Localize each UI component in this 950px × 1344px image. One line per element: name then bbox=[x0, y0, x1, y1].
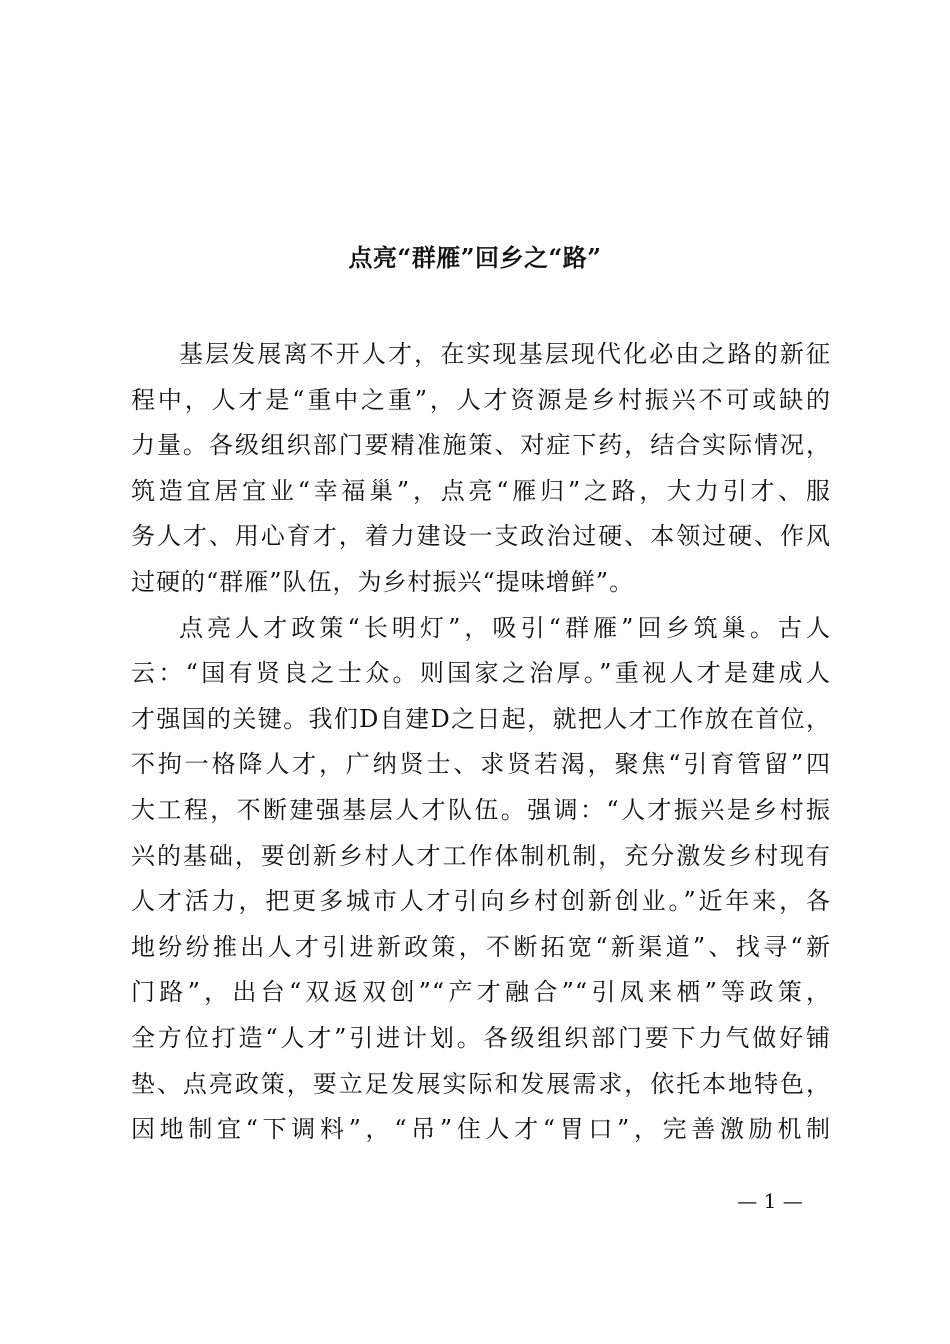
paragraph-2-line: 门路”，出台“双返双创”“产才融合”“引凤来栖”等政策， bbox=[131, 978, 831, 1007]
paragraph-1-line: 筑造宜居宜业“幸福巢”，点亮“雁归”之路，大力引才、服 bbox=[131, 476, 831, 505]
paragraph-2-line: 大工程，不断建强基层人才队伍。强调：“人才振兴是乡村振 bbox=[131, 795, 831, 824]
paragraph-2-line: 人才活力，把更多城市人才引向乡村创新创业。”近年来，各 bbox=[131, 887, 831, 916]
paragraph-1-line: 力量。各级组织部门要精准施策、对症下药，结合实际情况， bbox=[131, 431, 831, 460]
paragraph-1-line: 务人才、用心育才，着力建设一支政治过硬、本领过硬、作风 bbox=[131, 522, 831, 551]
paragraph-2-line: 点亮人才政策“长明灯”，吸引“群雁”回乡筑巢。古人 bbox=[179, 613, 831, 642]
paragraph-2-line: 云：“国有贤良之士众。则国家之治厚。”重视人才是建成人 bbox=[131, 659, 831, 688]
page-number: — 1 — bbox=[737, 1189, 803, 1213]
paragraph-1-line: 程中，人才是“重中之重”，人才资源是乡村振兴不可或缺的 bbox=[131, 385, 831, 414]
document-title: 点亮“群雁”回乡之“路” bbox=[348, 243, 602, 272]
paragraph-2-line: 才强国的关键。我们D自建D之日起，就把人才工作放在首位， bbox=[131, 704, 831, 733]
paragraph-2-line: 垫、点亮政策，要立足发展实际和发展需求，依托本地特色， bbox=[131, 1069, 831, 1098]
paragraph-2-line: 因地制宜“下调料”，“吊”住人才“胃口”，完善激励机制 bbox=[131, 1115, 831, 1144]
paragraph-1-line: 基层发展离不开人才，在实现基层现代化必由之路的新征 bbox=[179, 340, 831, 368]
paragraph-1-line: 过硬的“群雁”队伍，为乡村振兴“提味增鲜”。 bbox=[131, 567, 635, 596]
document-body bbox=[131, 332, 831, 1153]
paragraph-2-line: 不拘一格降人才，广纳贤士、求贤若渴，聚焦“引育管留”四 bbox=[131, 750, 831, 779]
paragraph-2-line: 兴的基础，要创新乡村人才工作体制机制，充分激发乡村现有 bbox=[131, 841, 831, 870]
paragraph-2-line: 地纷纷推出人才引进新政策，不断拓宽“新渠道”、找寻“新 bbox=[131, 932, 831, 961]
paragraph-2-line: 全方位打造“人才”引进计划。各级组织部门要下力气做好铺 bbox=[131, 1023, 831, 1052]
